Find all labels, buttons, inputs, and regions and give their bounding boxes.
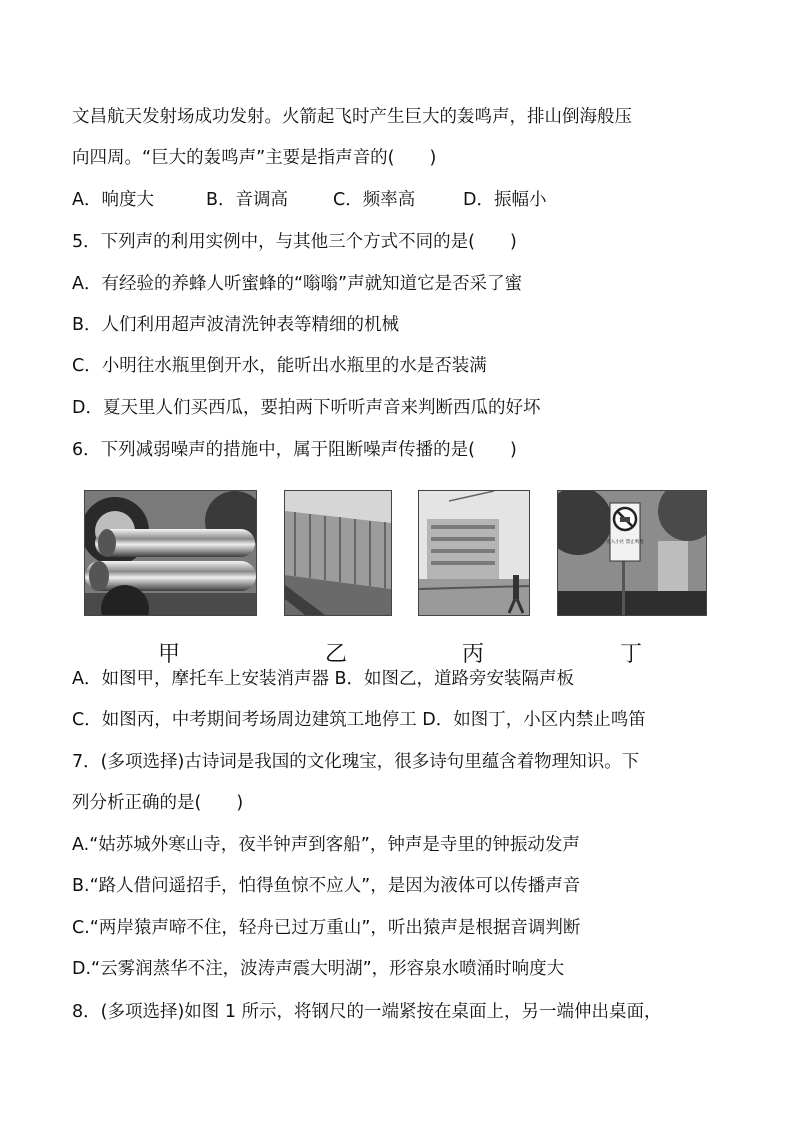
q4-option-a: A．响度大 <box>72 190 154 210</box>
q4-options <box>72 190 546 210</box>
q4-option-b: B．音调高 <box>206 190 289 210</box>
caption-jia: 甲 <box>158 642 181 667</box>
q7-stem-1: 7．(多项选择)古诗词是我国的文化瑰宝，很多诗句里蕴含着物理知识。下 <box>72 752 640 772</box>
figure-bing-photo <box>418 490 530 616</box>
q8-stem: 8．(多项选择)如图 1 所示，将钢尺的一端紧按在桌面上，另一端伸出桌面， <box>72 1002 662 1022</box>
q6-stem: 6．下列减弱噪声的措施中，属于阻断噪声传播的是( ) <box>72 440 517 460</box>
figure-ding-photo <box>557 490 707 616</box>
q4-option-d: D．振幅小 <box>463 190 547 210</box>
q6-options-cd: C．如图丙，中考期间考场周边建筑工地停工 D．如图丁，小区内禁止鸣笛 <box>72 710 646 730</box>
line-1: 文昌航天发射场成功发射。火箭起飞时产生巨大的轰鸣声，排山倒海般压 <box>72 107 632 127</box>
figure-row <box>0 490 794 650</box>
sign-text: 进入小区 禁止鸣笛 <box>606 540 644 545</box>
figure-yi-photo <box>284 490 392 616</box>
q5-option-d: D．夏天里人们买西瓜，要拍两下听听声音来判断西瓜的好坏 <box>72 398 541 418</box>
q5-option-a: A．有经验的养蜂人听蜜蜂的“嗡嗡”声就知道它是否采了蜜 <box>72 274 523 294</box>
q6-options-ab: A．如图甲，摩托车上安装消声器 B．如图乙，道路旁安装隔声板 <box>72 669 575 689</box>
q5-option-c: C．小明往水瓶里倒开水，能听出水瓶里的水是否装满 <box>72 356 487 376</box>
q7-option-a: A.“姑苏城外寒山寺，夜半钟声到客船”，钟声是寺里的钟振动发声 <box>72 835 580 855</box>
caption-bing: 丙 <box>462 642 485 667</box>
caption-yi: 乙 <box>325 642 348 667</box>
line-2: 向四周。“巨大的轰鸣声”主要是指声音的( ) <box>72 148 437 168</box>
q5-stem: 5．下列声的利用实例中，与其他三个方式不同的是( ) <box>72 232 517 252</box>
q7-option-c: C.“两岸猿声啼不住，轻舟已过万重山”，听出猿声是根据音调判断 <box>72 918 581 938</box>
figure-jia-photo <box>84 490 257 616</box>
caption-ding: 丁 <box>620 642 643 667</box>
q7-stem-2: 列分析正确的是( ) <box>72 793 244 813</box>
q4-option-c: C．频率高 <box>333 190 416 210</box>
q7-option-b: B.“路人借问遥招手，怕得鱼惊不应人”，是因为液体可以传播声音 <box>72 876 581 896</box>
q5-option-b: B．人们利用超声波清洗钟表等精细的机械 <box>72 315 400 335</box>
q7-option-d: D.“云雾润蒸华不注，波涛声震大明湖”，形容泉水喷涌时响度大 <box>72 959 565 979</box>
